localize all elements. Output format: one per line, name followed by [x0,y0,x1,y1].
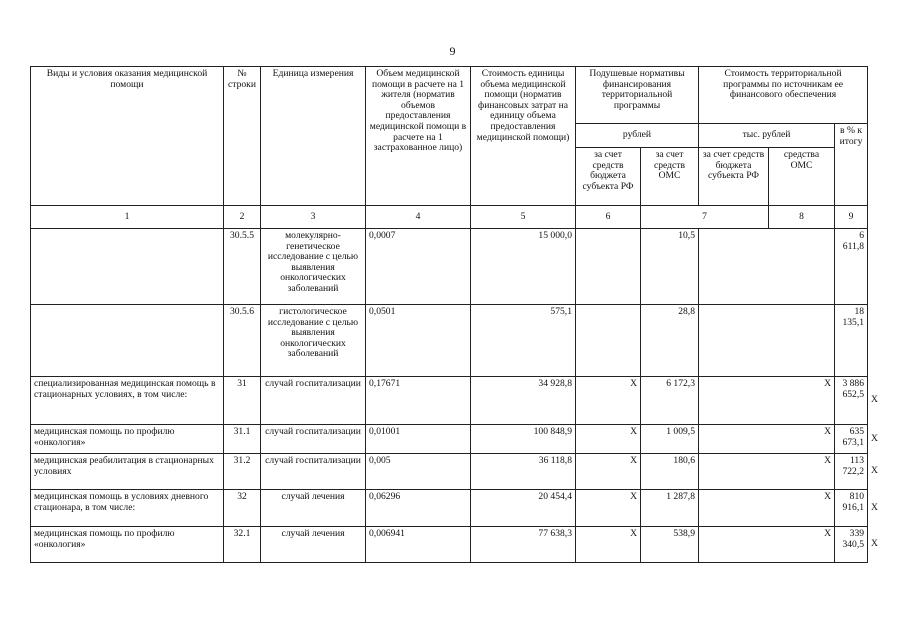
col-number-5: 5 [471,206,576,229]
header-per-capita: Подушевые нормативы финансирования территориальной программы [576,67,699,124]
cell-tc-budget: X [699,527,835,563]
cell-name: медицинская реабилитация в стационарных условиях [31,454,224,490]
table-row: медицинская помощь в условиях дневного стационара, в том числе: 32 случай лечения 0,06296 20 454,4 X 1 287,8 X 810 916,1 X [31,490,868,527]
cell-pc-oms: 538,9 [641,527,699,563]
col-number-7: 7 [641,206,769,229]
cell-pc-oms: 6 172,3 [641,377,699,425]
cell-unit: случай госпитализации [261,425,366,454]
cell-cost: 20 454,4 [471,490,576,527]
col-number-3: 3 [261,206,366,229]
table-row: медицинская помощь по профилю «онкология» 31.1 случай госпитализации 0,01001 100 848,9 X 1 009,5 X 635 673,1 X [31,425,868,454]
table-row [31,305,868,377]
cell-tc-oms: 635 673,1 [835,425,868,454]
cell-name: специализированная медицинская помощь в стационарных условиях, в том числе: [31,377,224,425]
header-line: № строки [224,67,261,206]
header-type: Виды и условия оказания медицинской помощи [31,67,224,206]
cell-cost: 77 638,3 [471,527,576,563]
cell-volume: 0,06296 [366,490,471,527]
cell-tc-budget: X [699,454,835,490]
header-tc-budget: за счет средств бюджета субъекта РФ [699,148,769,206]
cell-unit: гистологическое исследование с целью выявления онкологических заболеваний [261,305,366,377]
cell-line: 30.5.5 [224,229,261,305]
cell-volume: 0,01001 [366,425,471,454]
cell-line: 31 [224,377,261,425]
cell-tc-oms: 6 611,8 [835,229,868,305]
cell-pc-budget: X [576,490,641,527]
cell-pc-oms: 10,5 [641,229,699,305]
cell-cost: 36 118,8 [471,454,576,490]
cell-tc-budget: X [699,490,835,527]
header-program-cost: Стоимость территориальной программы по источникам ее финансового обеспечения [699,67,868,124]
cell-volume: 0,005 [366,454,471,490]
cell-tc-oms: 339 340,5 [835,527,868,563]
cell-pc-budget: X [576,454,641,490]
cell-pc-oms: 1 009,5 [641,425,699,454]
cell-unit: случай госпитализации [261,377,366,425]
cell-tc-budget [699,305,835,377]
cell-line: 32.1 [224,527,261,563]
cell-pc-oms: 28,8 [641,305,699,377]
page-number: 9 [449,44,456,58]
cell-cost: 34 928,8 [471,377,576,425]
cell-pc-budget [576,229,641,305]
header-pc-oms: за счет средств ОМС [641,148,699,206]
cell-cost: 15 000,0 [471,229,576,305]
header-pc-budget: за счет средств бюджета субъекта РФ [576,148,641,206]
header-unit: Единица измерения [261,67,366,206]
table-row: медицинская помощь по профилю «онкология» 32.1 случай лечения 0,006941 77 638,3 X 538,9 X 339 340,5 X [31,527,868,563]
cell-tc-oms: 3 886 652,5 [835,377,868,425]
cell-tc-oms: 113 722,2 [835,454,868,490]
cell-tc-budget [699,229,835,305]
cell-pc-budget: X [576,377,641,425]
col-number-9: 9 [835,206,868,229]
cell-unit: случай лечения [261,490,366,527]
cell-line: 32 [224,490,261,527]
cell-volume: 0,006941 [366,527,471,563]
cell-unit: молекулярно-генетическое исследование с целью выявления онкологических заболеваний [261,229,366,305]
cell-name: медицинская помощь по профилю «онкология» [31,527,224,563]
cell-line: 31.1 [224,425,261,454]
header-cost: Стоимость единицы объема медицинской помощи (норматив финансовых затрат на единицу объема предоставления медицинской помощи) [471,67,576,206]
cell-name: медицинская помощь по профилю «онкология» [31,425,224,454]
cell-pc-oms: 180,6 [641,454,699,490]
cell-pc-budget: X [576,527,641,563]
cell-pc-oms: 1 287,8 [641,490,699,527]
col-number-6: 6 [576,206,641,229]
col-number-1: 1 [31,206,224,229]
cell-volume: 0,17671 [366,377,471,425]
table-row: специализированная медицинская помощь в стационарных условиях, в том числе: 31 случай госпитализации 0,17671 34 928,8 X 6 172,3 X 3 886 652,5 X [31,377,868,425]
cell-tc-oms: 810 916,1 [835,490,868,527]
col-number-8: 8 [769,206,835,229]
cell-name: медицинская помощь в условиях дневного стационара, в том числе: [31,490,224,527]
cell-unit: случай лечения [261,527,366,563]
col-number-2: 2 [224,206,261,229]
table-row [31,229,868,305]
cell-tc-budget: X [699,425,835,454]
cell-volume: 0,0007 [366,229,471,305]
cell-name [31,305,224,377]
cell-pc-budget [576,305,641,377]
cell-unit: случай госпитализации [261,454,366,490]
cell-line: 31.2 [224,454,261,490]
cell-pc-budget: X [576,425,641,454]
cell-volume: 0,0501 [366,305,471,377]
header-volume: Объем медицинской помощи в расчете на 1 жителя (норматив объемов предоставления медицинской помощи в расчете на 1 застрахованное лицо) [366,67,471,206]
cell-tc-oms: 18 135,1 [835,305,868,377]
col-number-4: 4 [366,206,471,229]
cell-tc-budget: X [699,377,835,425]
table-row: медицинская реабилитация в стационарных условиях 31.2 случай госпитализации 0,005 36 118,8 X 180,6 X 113 722,2 X [31,454,868,490]
cell-cost: 575,1 [471,305,576,377]
cell-line: 30.5.6 [224,305,261,377]
cell-name [31,229,224,305]
header-percent-total: в % к итогу [835,124,868,206]
financing-table [30,66,878,563]
header-rubles: рублей [576,124,699,148]
cell-cost: 100 848,9 [471,425,576,454]
header-thousand-rubles: тыс. рублей [699,124,835,148]
header-tc-oms: средства ОМС [769,148,835,206]
